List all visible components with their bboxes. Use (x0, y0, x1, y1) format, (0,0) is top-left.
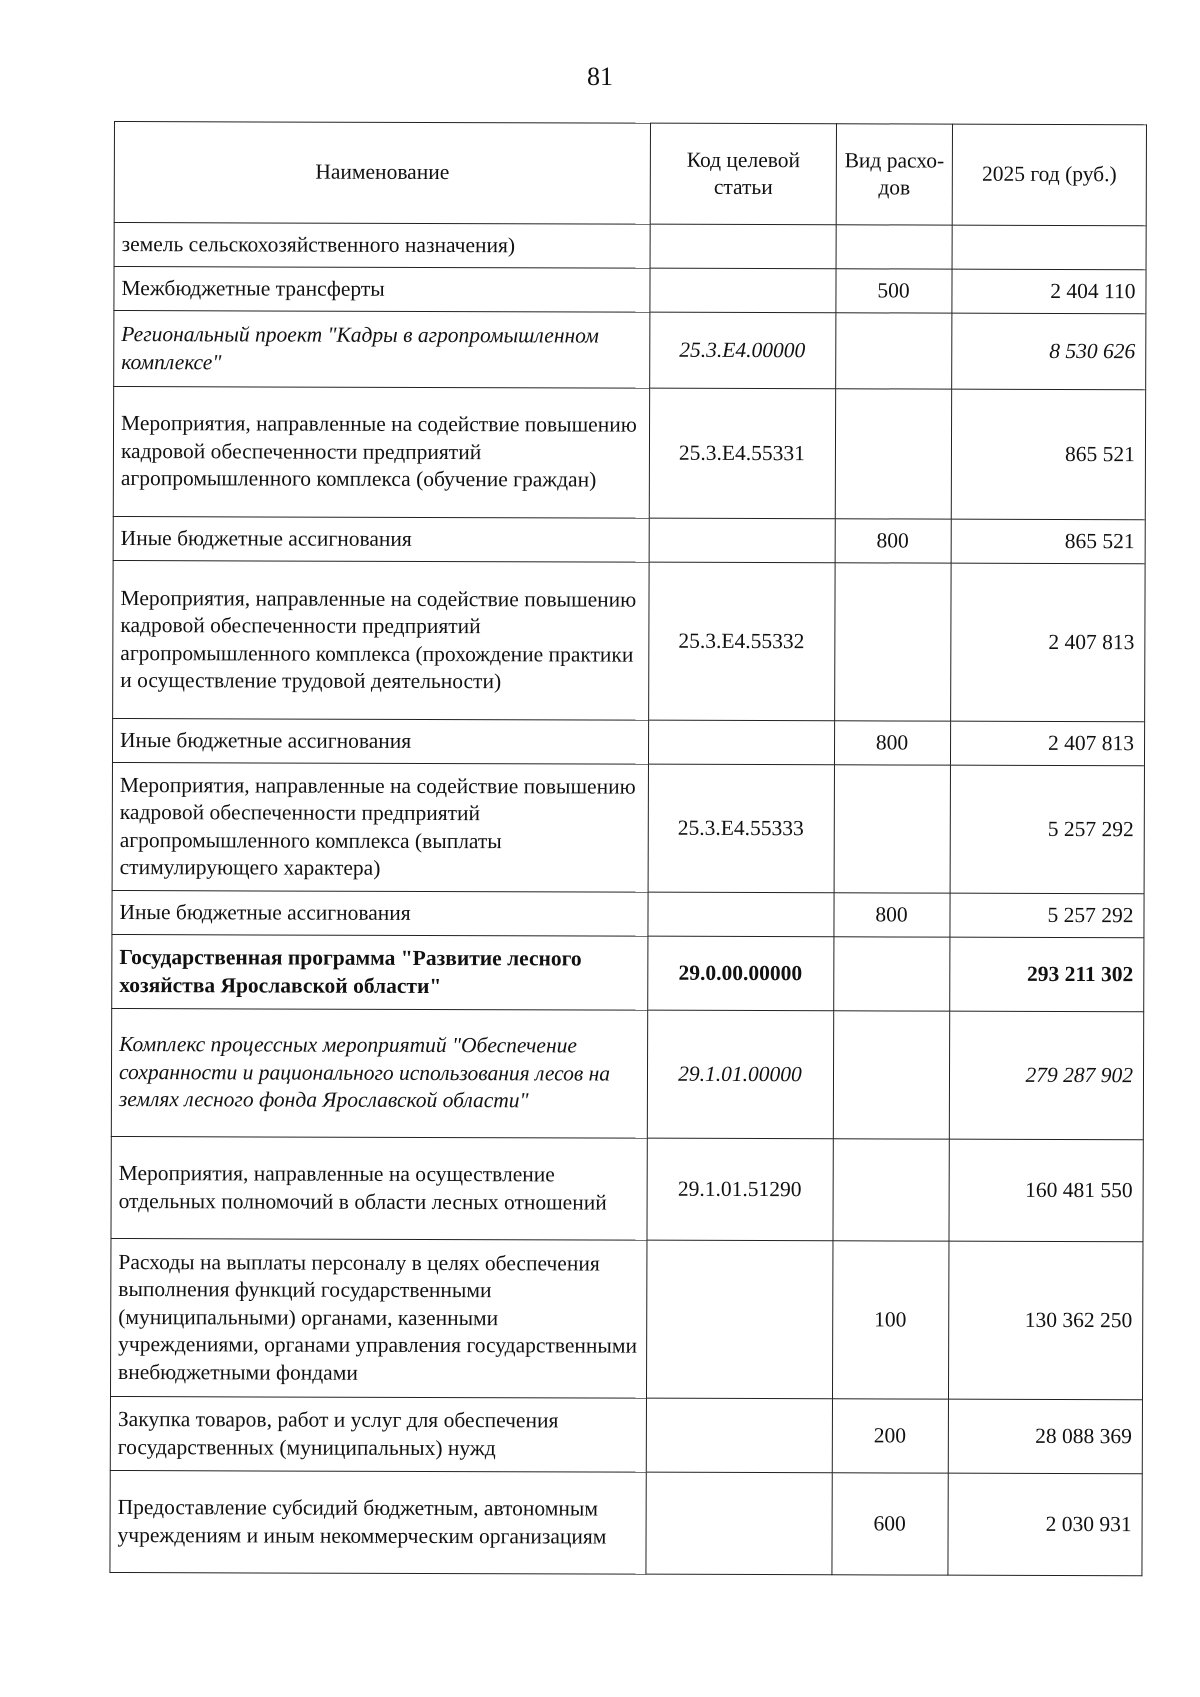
table-row (112, 934, 1144, 1011)
table-row (114, 267, 1146, 314)
table-row (112, 718, 1144, 765)
row-name-cell: Региональный проект "Кадры в агропромышленном комплексе" (114, 311, 650, 389)
row-code-cell: 25.3.Е4.55331 (649, 388, 835, 519)
table-row (113, 387, 1145, 520)
row-amount-cell: 279 287 902 (949, 1011, 1143, 1140)
row-type-cell (833, 1011, 949, 1139)
table-row (110, 1396, 1142, 1473)
row-code-cell (646, 1472, 832, 1575)
row-amount-cell: 293 211 302 (950, 937, 1144, 1012)
row-code-cell: 29.1.01.51290 (647, 1138, 833, 1241)
row-amount-cell: 865 521 (951, 389, 1145, 520)
row-name-cell: Предоставление субсидий бюджетным, автономным учреждениям и иным некоммерческим организациям (110, 1470, 646, 1574)
header-code: Код целевой статьи (650, 123, 836, 225)
row-type-cell: 800 (835, 519, 951, 563)
row-code-cell (646, 1240, 832, 1399)
row-amount-cell: 5 257 292 (950, 893, 1144, 938)
row-amount-cell: 2 030 931 (948, 1473, 1142, 1576)
row-code-cell (650, 224, 836, 269)
row-name-cell: Мероприятия, направленные на содействие повышению кадровой обеспеченности предприятий агропромышленного комплекса (обучение граждан) (113, 387, 649, 519)
row-code-cell: 25.3.Е4.55332 (649, 562, 835, 721)
table-row (112, 762, 1144, 893)
row-name-cell: Мероприятия, направленные на осуществление отдельных полномочий в области лесных отношений (111, 1136, 647, 1240)
table-row (114, 311, 1146, 390)
table-body (110, 223, 1146, 1576)
row-amount-cell (952, 225, 1146, 270)
row-type-cell: 600 (832, 1473, 948, 1575)
budget-table (109, 121, 1147, 1576)
row-type-cell: 200 (832, 1399, 948, 1473)
row-type-cell: 800 (834, 721, 950, 765)
row-type-cell (835, 389, 951, 519)
table-row (110, 1470, 1142, 1575)
row-amount-cell: 2 407 813 (950, 721, 1144, 766)
table-row (114, 223, 1146, 270)
row-type-cell (833, 1139, 949, 1241)
row-type-cell (835, 563, 951, 721)
table-row (110, 1238, 1142, 1399)
row-name-cell: Межбюджетные трансферты (114, 267, 650, 313)
row-name-cell: Расходы на выплаты персоналу в целях обеспечения выполнения функций государственными (муниципальными) органами, казенными учреждениями, органами управления государственными внебюджетными фондами (110, 1238, 646, 1398)
row-name-cell: Иные бюджетные ассигнования (112, 718, 648, 764)
table-row (111, 1136, 1143, 1241)
row-type-cell (836, 313, 952, 389)
row-name-cell: земель сельскохозяйственного назначения) (114, 223, 650, 269)
row-code-cell (646, 1398, 832, 1473)
row-amount-cell: 2 407 813 (951, 563, 1145, 722)
row-name-cell: Иные бюджетные ассигнования (112, 890, 648, 936)
row-code-cell (648, 720, 834, 765)
row-code-cell: 29.0.00.00000 (648, 936, 834, 1011)
row-name-cell: Комплекс процессных мероприятий "Обеспечение сохранности и рационального использования лесов на землях лесного фонда Ярославской области" (111, 1008, 647, 1138)
row-amount-cell: 865 521 (951, 519, 1145, 564)
row-code-cell (649, 518, 835, 563)
table-row (113, 516, 1145, 563)
row-amount-cell: 130 362 250 (948, 1241, 1142, 1400)
page-number: 81 (587, 62, 613, 91)
header-name: Наименование (114, 122, 650, 225)
row-amount-cell: 8 530 626 (952, 313, 1146, 390)
table-row (111, 1008, 1143, 1139)
row-amount-cell: 28 088 369 (948, 1399, 1142, 1474)
table-row (113, 560, 1145, 721)
row-name-cell: Мероприятия, направленные на содействие повышению кадровой обеспеченности предприятий агропромышленного комплекса (выплаты стимулирующего характера) (112, 762, 648, 892)
row-amount-cell: 2 404 110 (952, 269, 1146, 314)
row-amount-cell: 160 481 550 (949, 1139, 1143, 1242)
row-type-cell (834, 937, 950, 1011)
row-type-cell: 800 (834, 893, 950, 937)
row-type-cell: 500 (836, 269, 952, 313)
row-code-cell (650, 268, 836, 313)
row-amount-cell: 5 257 292 (950, 765, 1144, 894)
row-code-cell (648, 892, 834, 937)
row-name-cell: Мероприятия, направленные на содействие повышению кадровой обеспеченности предприятий агропромышленного комплекса (прохождение практики и осуществление трудовой деятельности) (113, 560, 649, 720)
row-name-cell: Государственная программа "Развитие лесного хозяйства Ярославской области" (112, 934, 648, 1010)
row-type-cell (834, 765, 950, 893)
row-code-cell: 25.3.Е4.00000 (650, 312, 836, 389)
row-type-cell: 100 (832, 1241, 948, 1399)
header-amount: 2025 год (руб.) (952, 124, 1146, 226)
row-name-cell: Закупка товаров, работ и услуг для обеспечения государственных (муниципальных) нужд (110, 1396, 646, 1472)
row-type-cell (836, 225, 952, 269)
row-code-cell: 25.3.Е4.55333 (648, 764, 834, 893)
row-name-cell: Иные бюджетные ассигнования (113, 516, 649, 562)
header-type: Вид расхо-дов (836, 124, 952, 225)
row-code-cell: 29.1.01.00000 (647, 1010, 833, 1139)
table-row (112, 890, 1144, 937)
table-header-row (114, 122, 1146, 226)
